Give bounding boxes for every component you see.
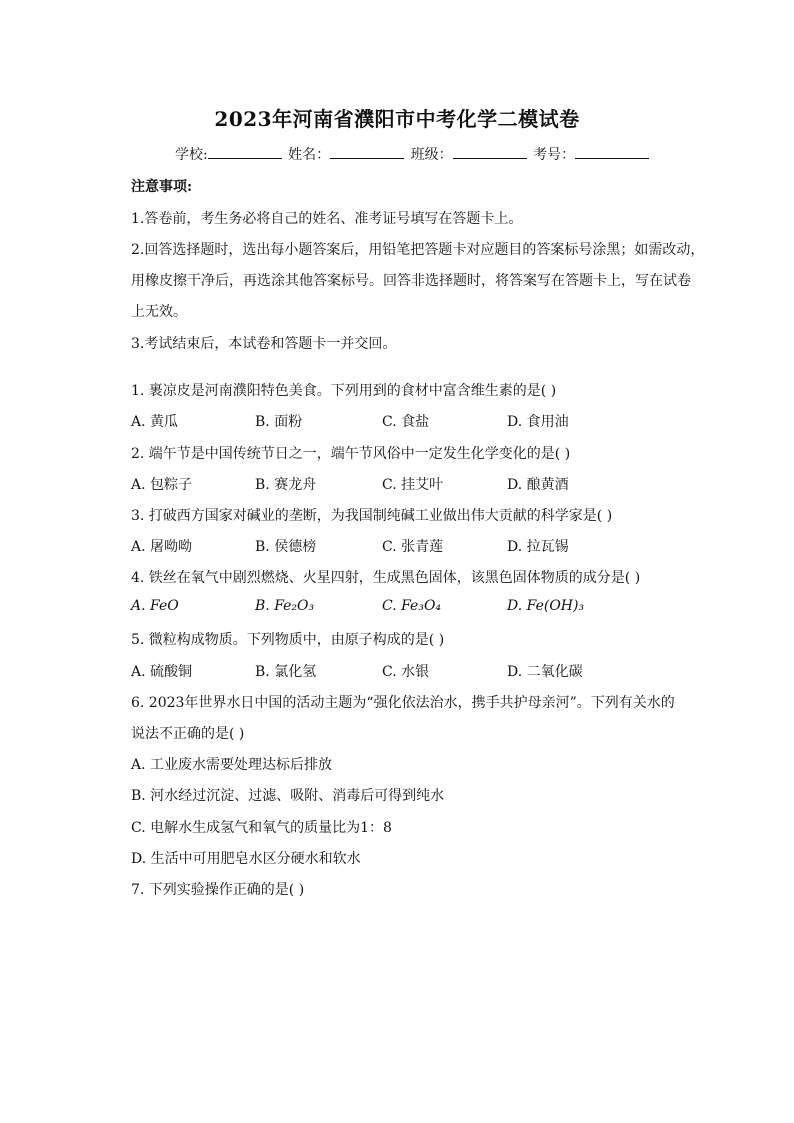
option-c[interactable]: C. Fe₃O₄ <box>382 598 442 614</box>
options-row <box>131 598 691 618</box>
option-a[interactable]: A. 包粽子 <box>131 477 193 493</box>
option-b[interactable]: B. 氯化氢 <box>255 664 317 680</box>
option-c[interactable]: C. 张青莲 <box>382 539 444 555</box>
option-d[interactable]: D. 拉瓦锡 <box>507 539 569 555</box>
notice-item: 用橡皮擦干净后，再选涂其他答案标号。回答非选择题时，将答案写在答题卡上，写在试卷 <box>131 273 691 289</box>
options-row <box>131 411 691 431</box>
option-d[interactable]: D. Fe(OH)₃ <box>507 598 585 614</box>
notice-heading: 注意事项: <box>131 179 193 195</box>
school-label: 学校: <box>175 147 208 163</box>
notice-item: 上无效。 <box>131 304 187 320</box>
question-stem: 5. 微粒构成物质。下列物质中，由原子构成的是( ) <box>131 632 445 648</box>
question-stem-continued: 说法不正确的是( ) <box>131 726 245 742</box>
student-info-row <box>175 144 651 164</box>
option-d[interactable]: D. 二氧化碳 <box>507 664 583 680</box>
option-a[interactable]: A. 屠呦呦 <box>131 539 193 555</box>
question-stem: 7. 下列实验操作正确的是( ) <box>131 882 305 898</box>
option-a[interactable]: A. FeO <box>131 598 179 614</box>
class-blank[interactable] <box>453 146 527 159</box>
option-b[interactable]: B. 面粉 <box>255 414 303 430</box>
option-b[interactable]: B. 赛龙舟 <box>255 477 317 493</box>
exam-no-blank[interactable] <box>575 146 649 159</box>
option-c[interactable]: C. 食盐 <box>382 414 430 430</box>
question-stem: 1. 裹凉皮是河南濮阳特色美食。下列用到的食材中富含维生素的是( ) <box>131 383 557 399</box>
page-title: 2023年河南省濮阳市中考化学二模试卷 <box>214 107 580 131</box>
option-c[interactable]: C. 电解水生成氢气和氧气的质量比为1：8 <box>131 820 392 836</box>
option-b[interactable]: B. 河水经过沉淀、过滤、吸附、消毒后可得到纯水 <box>131 788 445 804</box>
option-a[interactable]: A. 工业废水需要处理达标后排放 <box>131 757 333 773</box>
option-d[interactable]: D. 生活中可用肥皂水区分硬水和软水 <box>131 851 361 867</box>
notice-item: 3.考试结束后，本试卷和答题卡一并交回。 <box>131 336 397 352</box>
question-stem: 3. 打破西方国家对碱业的垄断，为我国制纯碱工业做出伟大贡献的科学家是( ) <box>131 508 613 524</box>
class-label: 班级： <box>410 147 453 163</box>
notice-item: 2.回答选择题时，选出每小题答案后，用铅笔把答题卡对应题目的答案标号涂黑；如需改动， <box>131 242 705 258</box>
exam-no-label: 考号： <box>533 147 576 163</box>
option-d[interactable]: D. 酿黄酒 <box>507 477 569 493</box>
option-b[interactable]: B. 侯德榜 <box>255 539 317 555</box>
name-label: 姓名： <box>288 147 331 163</box>
option-a[interactable]: A. 黄瓜 <box>131 414 179 430</box>
option-b[interactable]: B. Fe₂O₃ <box>255 598 315 614</box>
option-c[interactable]: C. 水银 <box>382 664 430 680</box>
notice-item: 1.答卷前，考生务必将自己的姓名、准考证号填写在答题卡上。 <box>131 211 523 227</box>
option-c[interactable]: C. 挂艾叶 <box>382 477 444 493</box>
options-row <box>131 474 691 494</box>
school-blank[interactable] <box>208 146 282 159</box>
options-row <box>131 661 691 681</box>
option-d[interactable]: D. 食用油 <box>507 414 569 430</box>
question-stem: 6. 2023年世界水日中国的活动主题为“强化依法治水，携手共护母亲河”。下列有关水的 <box>131 695 675 711</box>
question-stem: 2. 端午节是中国传统节日之一，端午节风俗中一定发生化学变化的是( ) <box>131 446 571 462</box>
options-row <box>131 536 691 556</box>
name-blank[interactable] <box>330 146 404 159</box>
question-stem: 4. 铁丝在氧气中剧烈燃烧、火星四射，生成黑色固体，该黑色固体物质的成分是( ) <box>131 570 641 586</box>
option-a[interactable]: A. 硫酸铜 <box>131 664 193 680</box>
